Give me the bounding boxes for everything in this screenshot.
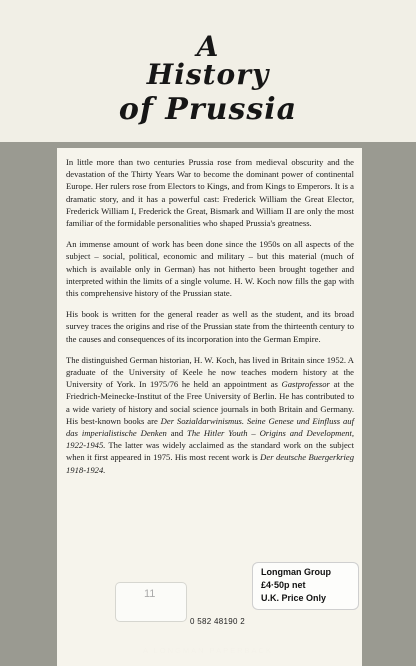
paragraph-4-italic-d: Der Sozialdarwinismus. Seine Genese und Einfluss auf das imperialistische Denken: [66, 415, 354, 439]
sticker-line-3: U.K. Price Only: [261, 593, 327, 603]
title-line-2: History: [146, 58, 270, 91]
paragraph-4-italic-f: The Hitler Youth – Origins and Development, 1922-1945.: [66, 428, 354, 451]
title-area: [0, 0, 416, 142]
sticker-line-2: £4·50p net: [261, 580, 306, 590]
paragraph-4-text-a: The distinguished German historian, H. W. Koch, has lived in Britain since 1952. A graduate of the University of Keele he now teaches modern history at the University of York. In 1975/76 he held an appointment as: [66, 354, 354, 390]
label-tag: [116, 583, 186, 621]
label-tag-text: 11: [144, 588, 156, 600]
paragraph-2: An immense amount of work has been done since the 1950s on all aspects of the subject – social, political, economic and military – but this material (much of which is available only in German) has not hitherto been brought together and interpreted within the limits of a single volume. H. W. Koch now fills the gap with this comprehensive history of the Prussian state.: [66, 239, 354, 299]
isbn-number: 0 582 48190 2: [190, 617, 246, 626]
price-sticker: [253, 563, 358, 609]
blurb-text: [66, 156, 354, 485]
paragraph-1: In little more than two centuries Prussia rose from medieval obscurity and the devastation of the Thirty Years War to become the dominant power of continental Europe. Her rulers rose from Electors to Kings, and from Kings to Emperors. It is a dramatic story, and it has a powerful cast: Frederick William the Great Elector, Frederick William I, Frederick the Great, Bismark and William II are only the most familiar of the formidable personalities who shaped Prussia's greatness.: [66, 157, 354, 229]
paragraph-4-text-c: at the Friedrich-Meinecke-Institut of the Free University of Berlin. He has contributed to a wide variety of history and social science journals in both Britain and Germany. His best-known books are: [66, 379, 354, 426]
title-line-3: of Prussia: [118, 92, 298, 127]
paragraph-4-text-e: and: [166, 428, 188, 439]
paragraph-4-text-g: The latter was widely acclaimed as the standard work on the subject when it first appeared in 1975. His most recent work is: [66, 440, 354, 463]
sticker-line-1: Longman Group: [261, 567, 331, 577]
paragraph-4-italic-h: Der deutsche Buergerkrieg 1918-1924.: [66, 452, 354, 475]
title-line-1: A: [196, 30, 220, 63]
paragraph-4: [66, 354, 354, 476]
series-label: A LONGMAN PAPERBACK: [143, 646, 273, 655]
paragraph-3: His book is written for the general reader as well as the student, and its broad survey traces the origins and rise of the Prussian state from the thirteenth century to the causes and consequences of its incorporation into the German Empire.: [66, 309, 354, 344]
paragraph-4-italic-b: Gastprofessor: [281, 379, 330, 390]
